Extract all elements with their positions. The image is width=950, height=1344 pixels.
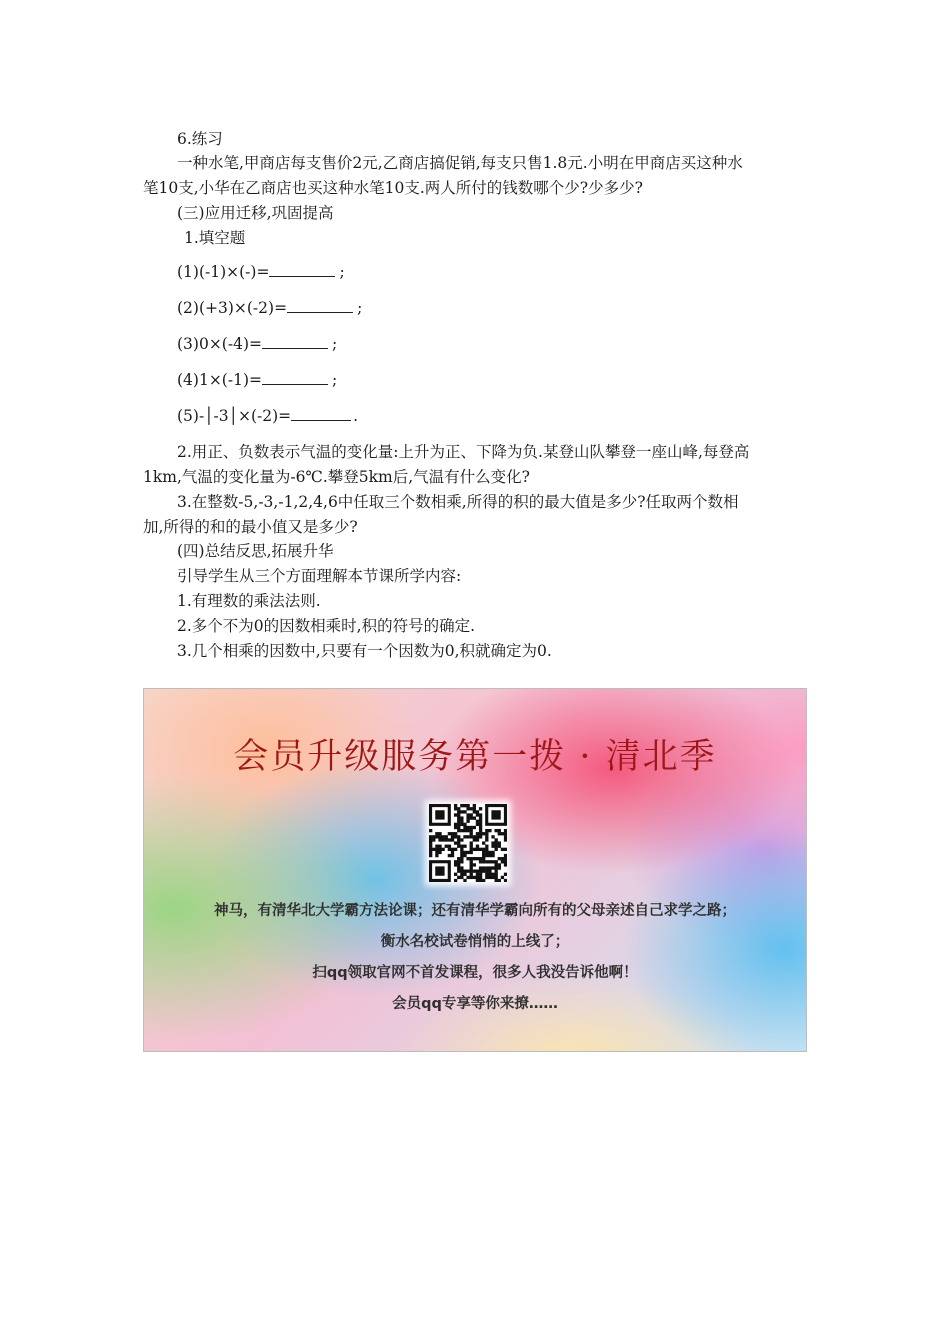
exercise-expression: (5)-│-3│×(-2)= [177, 407, 292, 425]
paragraph-line: 3.在整数-5,-3,-1,2,4,6中任取三个数相乘,所得的积的最大值是多少?任取两个数相 [177, 493, 739, 511]
exercise-end: ; [332, 335, 338, 353]
section-heading-apply: (三)应用迁移,巩固提高 [177, 204, 334, 222]
exercise-end: ; [339, 263, 345, 281]
summary-point: 2.多个不为0的因数相乘时,积的符号的确定. [177, 617, 476, 635]
qr-code-icon[interactable] [429, 804, 507, 882]
exercise-end: . [353, 407, 359, 425]
summary-point: 1.有理数的乘法法则. [177, 592, 321, 610]
exercise-end: ; [332, 371, 338, 389]
banner-text-line: 扫qq领取官网不首发课程，很多人我没告诉他啊！ [312, 965, 638, 981]
answer-blank [262, 334, 328, 349]
exercise-expression: (1)(-1)×(-)= [177, 263, 270, 281]
answer-blank [262, 370, 328, 385]
exercise-end: ; [357, 299, 363, 317]
banner-text-line: 衡水名校试卷悄悄的上线了； [380, 934, 570, 950]
exercise-expression: (4)1×(-1)= [177, 371, 262, 389]
answer-blank [287, 298, 353, 313]
section-heading-practice: 6.练习 [177, 130, 223, 148]
banner-text-line: 会员qq专享等你来撩…… [392, 996, 558, 1012]
exercise-line [177, 262, 345, 282]
paragraph-line: 引导学生从三个方面理解本节课所学内容: [177, 567, 462, 585]
summary-point: 3.几个相乘的因数中,只要有一个因数为0,积就确定为0. [177, 642, 552, 660]
paragraph-line: 1km,气温的变化量为-6℃.攀登5km后,气温有什么变化? [143, 468, 530, 486]
exercise-line [177, 334, 337, 354]
paragraph-line: 2.用正、负数表示气温的变化量:上升为正、下降为负.某登山队攀登一座山峰,每登高 [177, 443, 750, 461]
paragraph-line: 笔10支,小华在乙商店也买这种水笔10支.两人所付的钱数哪个少?少多少? [143, 179, 643, 197]
banner-text-line: 神马，有清华北大学霸方法论课；还有清华学霸向所有的父母亲述自己求学之路； [214, 903, 736, 919]
answer-blank [291, 406, 351, 421]
exercise-expression: (3)0×(-4)= [177, 335, 262, 353]
paragraph-line: 一种水笔,甲商店每支售价2元,乙商店搞促销,每支只售1.8元.小明在甲商店买这种水 [177, 154, 743, 172]
paragraph-line: 加,所得的和的最小值又是多少? [143, 518, 358, 536]
answer-blank [269, 262, 335, 277]
banner-title: 会员升级服务第一拨 · 清北季 [233, 737, 717, 777]
subheading-fill-blank: 1.填空题 [184, 229, 246, 247]
section-heading-summary: (四)总结反思,拓展升华 [177, 542, 334, 560]
exercise-expression: (2)(+3)×(-2)= [177, 299, 288, 317]
promo-banner[interactable] [143, 688, 807, 1052]
exercise-line [177, 298, 362, 318]
exercise-line [177, 406, 358, 426]
exercise-line [177, 370, 337, 390]
